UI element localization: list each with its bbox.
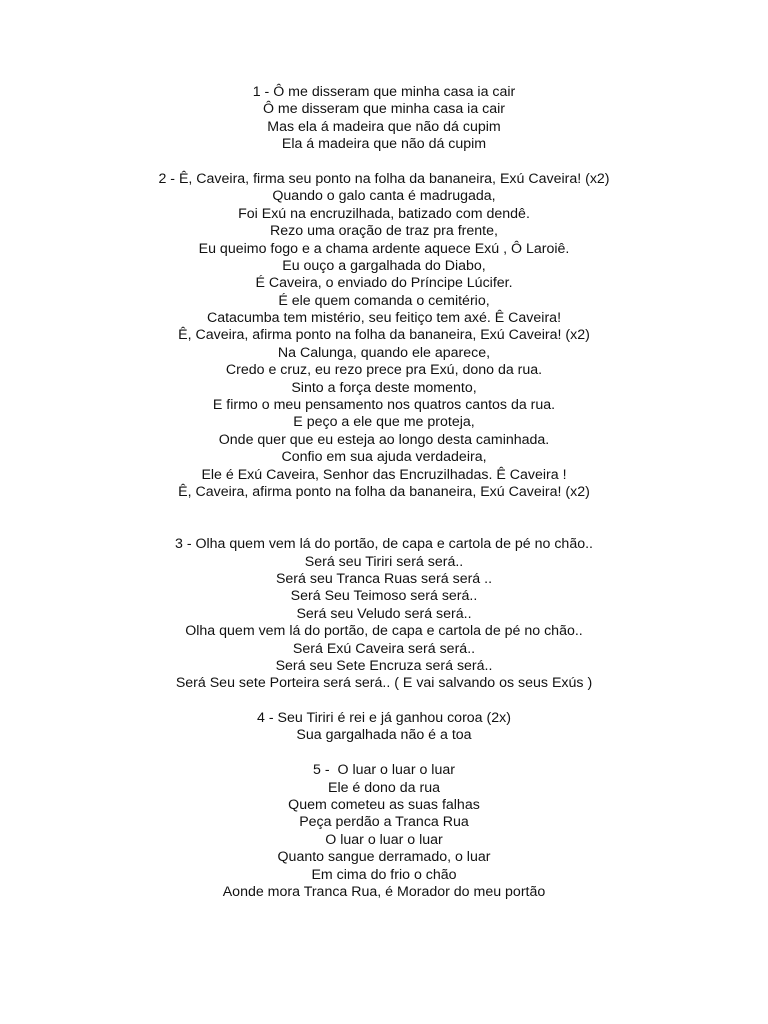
- lyric-line: Será seu Veludo será será..: [296, 605, 472, 622]
- lyric-line: 3 - Olha quem vem lá do portão, de capa e cartola de pé no chão..: [174, 536, 593, 553]
- lyric-line: É Caveira, o enviado do Príncipe Lúcifer.: [255, 275, 513, 292]
- lyric-line: Catacumba tem mistério, seu feitiço tem axé. Ê Caveira!: [206, 310, 562, 327]
- lyric-line: Quanto sangue derramado, o luar: [277, 849, 491, 866]
- stanza-spacer: [0, 693, 768, 710]
- lyric-line: Quando o galo canta é madrugada,: [272, 188, 496, 205]
- lyric-line: Olha quem vem lá do portão, de capa e cartola de pé no chão..: [185, 623, 583, 640]
- lyric-line: Rezo uma oração de traz pra frente,: [270, 223, 498, 240]
- lyric-line: Em cima do frio o chão: [311, 866, 457, 883]
- stanza-spacer: [0, 745, 768, 762]
- lyric-line: Eu queimo fogo e a chama ardente aquece Exú , Ô Laroiê.: [198, 240, 570, 257]
- lyric-line: Ô me disseram que minha casa ia cair: [262, 101, 506, 118]
- lyric-line: 1 - Ô me disseram que minha casa ia cair: [252, 84, 516, 100]
- lyric-line: 4 - Seu Tiriri é rei e já ganhou coroa (2x): [257, 710, 511, 727]
- lyric-line: Foi Exú na encruzilhada, batizado com dendê.: [238, 205, 530, 222]
- lyric-line: Sua gargalhada não é a toa: [296, 727, 472, 744]
- stanza-spacer: [0, 154, 768, 171]
- lyric-line: Ela á madeira que não dá cupim: [281, 136, 487, 153]
- lyric-line: Na Calunga, quando ele aparece,: [277, 344, 491, 361]
- lyric-line: Eu ouço a gargalhada do Diabo,: [282, 257, 486, 274]
- stanza-4: [0, 710, 768, 745]
- lyric-line: Aonde mora Tranca Rua, é Morador do meu portão: [222, 883, 546, 900]
- lyric-line: Peça perdão a Tranca Rua: [299, 814, 469, 831]
- stanza-1: [0, 84, 768, 154]
- lyric-line: Será Seu Teimoso será será..: [290, 588, 478, 605]
- lyric-line: Credo e cruz, eu rezo prece pra Exú, dono da rua.: [225, 362, 543, 379]
- lyric-line: O luar o luar o luar: [325, 831, 443, 848]
- lyric-line: Onde quer que eu esteja ao longo desta caminhada.: [218, 431, 550, 448]
- stanza-spacer: [0, 501, 768, 536]
- lyric-line: Será seu Tranca Ruas será será ..: [275, 570, 493, 587]
- lyric-line: É ele quem comanda o cemitério,: [278, 292, 490, 309]
- lyric-line: Sinto a força deste momento,: [291, 379, 477, 396]
- lyric-line: 2 - Ê, Caveira, firma seu ponto na folha da bananeira, Exú Caveira! (x2): [158, 170, 610, 187]
- lyric-line: Ele é dono da rua: [327, 779, 440, 796]
- lyric-line: Ê, Caveira, afirma ponto na folha da bananeira, Exú Caveira! (x2): [178, 327, 590, 344]
- lyric-line: Ele é Exú Caveira, Senhor das Encruzilhadas. Ê Caveira !: [201, 466, 567, 483]
- stanza-5: [0, 762, 768, 901]
- song-lyrics: [0, 84, 768, 901]
- lyric-line: Mas ela á madeira que não dá cupim: [267, 118, 501, 135]
- lyric-line: Será Exú Caveira será será..: [292, 640, 476, 657]
- lyric-line: Ê, Caveira, afirma ponto na folha da bananeira, Exú Caveira! (x2): [178, 483, 590, 500]
- lyric-line: Será seu Sete Encruza será será..: [275, 657, 493, 674]
- stanza-3: [0, 536, 768, 693]
- lyric-line: E peço a ele que me proteja,: [293, 414, 475, 431]
- stanza-2: [0, 171, 768, 501]
- lyric-line: E firmo o meu pensamento nos quatros cantos da rua.: [212, 397, 556, 414]
- lyric-line: Será seu Tiriri será será..: [304, 553, 464, 570]
- lyric-line: Será Seu sete Porteira será será.. ( E vai salvando os seus Exús ): [175, 675, 593, 692]
- lyric-line: Quem cometeu as suas falhas: [288, 797, 480, 814]
- lyric-line: Confio em sua ajuda verdadeira,: [281, 449, 487, 466]
- lyric-line: 5 - O luar o luar o luar: [313, 762, 455, 779]
